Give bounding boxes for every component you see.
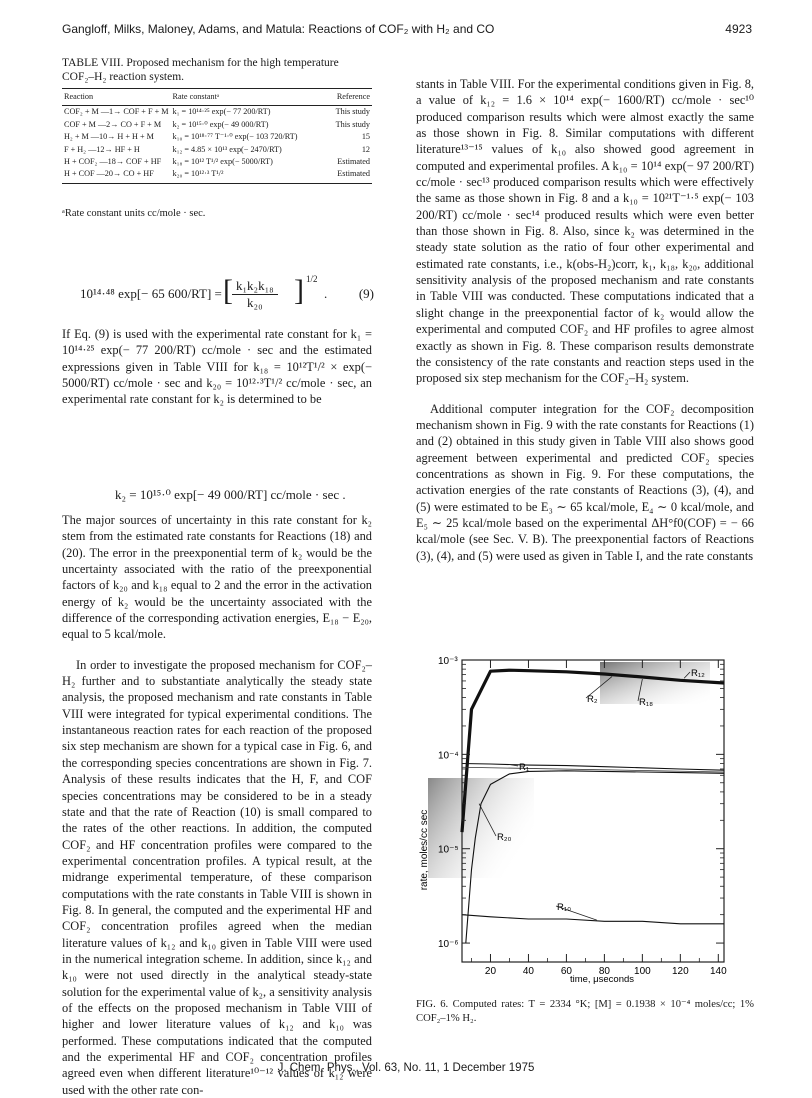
table-cell: k₂₀ = 10¹²·³ T¹/² — [171, 168, 326, 183]
table-cell: k₁₂ = 4.85 × 10¹³ exp(− 2470/RT) — [172, 144, 282, 154]
y-tick-label: 10⁻³ — [438, 656, 458, 667]
x-tick-label: 120 — [671, 966, 689, 977]
equation-9-power: 1/2 — [306, 274, 318, 284]
curve-label: R₁ — [519, 762, 530, 773]
equation-9-fraction — [232, 278, 278, 311]
paragraph: stants in Table VIII. For the experimental conditions given in Fig. 8, a value of k₁₂ = 1.6 × 10¹⁴ exp(− 1600/RT) cc/mole · sec¹⁰ produced comparison results which were almost exactly the same as those shown in Fig. 8. Similar computations with different literature¹³⁻¹⁵ values of k₁₀ also showed good agreement in computed and experimental profiles. A k₁₀ = 10¹⁴ exp(− 97 200/RT) cc/mole · sec¹³ produced comparison results which were effectively the same as those shown in Fig. 8 and a k₁₀ = 10²¹T⁻¹·⁵ exp(− 103 200/RT) cc/mole · sec¹⁴ produced results which were even better than those shown in Fig. 8. Also, since k₂ was determined in the steady state solution as the ratio of four other experimental and estimated rate constants, i.e., k(obs-H₂)corr, k₁, k₁₈, k₂₀, additional sensitivity analysis of the proposed mechanism and rate constants in Table VIII was conducted. These computations indicated that a slight change in the preexponential factor of k₂ would allow the experimental and computed COF₂ and HF profiles to agree almost exactly as shown in Fig. 8. These comparison results demonstrate the consistency of the rate constants and reaction steps used in the proposed six step mechanism for the COF₂–H₂ system. — [416, 77, 754, 386]
equation-9-period: . — [324, 286, 328, 301]
curve-label: R₁₈ — [639, 697, 654, 708]
left-column-block-2 — [62, 512, 372, 1098]
table-cell: COF + M —2→ CO + F + M — [64, 119, 162, 129]
equation-9 — [80, 274, 374, 312]
left-column-block-1 — [62, 326, 372, 408]
table-row — [62, 144, 372, 156]
curve-label: R₁₂ — [691, 668, 705, 679]
right-bracket: ] — [294, 274, 304, 307]
equation-9-lhs: 10¹⁴·⁴⁸ exp[− 65 600/RT] = — [80, 286, 222, 301]
scan-shade — [428, 778, 534, 878]
right-column-block — [416, 76, 754, 564]
figure-6-chart — [414, 650, 744, 990]
table-header-row — [62, 89, 372, 106]
curve-label: R₂₀ — [497, 832, 512, 843]
y-axis-label: rate, moles/cc sec — [419, 809, 430, 891]
table-cell: H + COF —20→ CO + HF — [62, 168, 171, 183]
table-cell: k₁ = 10¹⁴·²⁵ exp(− 77 200/RT) — [172, 107, 271, 117]
equation-9-numerator: k₁k₂k₁₈ — [232, 278, 278, 295]
table-row — [62, 106, 372, 119]
paragraph: The major sources of uncertainty in this rate constant for k₂ stem from the estimated rate constants for Reactions (18) and (20). The error in the preexponential term of k₂ would be the uncertainty associated with the ratio of the preexponential factors of k₂₀ and k₁₈ equal to 2 and the error in the activation energy of k₂ would be the uncertainty associated with the difference of the corresponding activation energies, E₁₈ − E₂₀, equal to 5 kcal/mole. — [62, 513, 372, 642]
paragraph: Additional computer integration for the COF₂ decomposition mechanism shown in Fig. 9 with the rate constants for Reactions (1) and (2) obtained in this study given in Table VIII also shows good agreement between experimental and predicted COF₂ species concentrations as shown in Fig. 9. For these computations, the activation energies of the rate constants of Reactions (3), (4), and (5) were estimated to be E₃ ∼ 65 kcal/mole, E₄ ∼ 0 kcal/mole, and E₅ ∼ 25 kcal/mole based on the experimental ΔH°f0(COF) = − 66 kcal/mole (see Sec. V. B). The preexponential factors of Reactions (3), (4), and (5) were used as given in Table I, and the rate constants — [416, 401, 754, 563]
y-tick-label: 10⁻⁴ — [438, 750, 459, 762]
table-cell: 12 — [361, 144, 370, 154]
table-row — [62, 156, 372, 168]
series-line-5 — [462, 915, 724, 924]
mechanism-table — [62, 88, 372, 184]
page-number: 4923 — [725, 22, 752, 36]
table-cell: k₂ = 10¹⁵·⁰ exp(− 49 000/RT) — [172, 119, 269, 129]
table-footnote: ᵃRate constant units cc/mole · sec. — [62, 208, 206, 219]
table-cell: This study — [335, 107, 370, 117]
table-cell: F + H₂ —12→ HF + H — [64, 144, 140, 154]
x-tick-label: 60 — [560, 966, 572, 977]
series-line-3 — [462, 764, 724, 771]
x-tick-label: 40 — [522, 966, 535, 977]
table-cell: Estimated — [337, 157, 370, 167]
running-title: Gangloff, Milks, Maloney, Adams, and Matula: Reactions of COF₂ with H₂ and CO — [62, 22, 495, 36]
y-tick-label: 10⁻⁵ — [438, 844, 459, 856]
table-row — [62, 168, 372, 183]
table-row — [62, 119, 372, 131]
equation-9-denominator: k₂₀ — [247, 295, 263, 310]
x-tick-label: 80 — [598, 966, 610, 977]
journal-footer: J. Chem. Phys., Vol. 63, No. 11, 1 December 1975 — [277, 1062, 535, 1074]
paragraph: In order to investigate the proposed mechanism for COF₂–H₂ further and to substantiate analytically the steady state analysis, the proposed mechanism and rate constants in Table VIII were integrated for typical experimental conditions. The instantaneous reaction rates for each reaction of the proposed six step mechanism are shown for a typical case in Fig. 6, and the corresponding species concentrations are shown in Fig. 7. Analysis of these results indicates that the H, F, and COF species concentrations may be considered to be in a steady state and that the rate of Reaction (10) is small compared to the rates of the other reactions. In addition, the computed COF₂ and HF concentration profiles were compared to the experimental concentration profiles. A typical result, at the midrange experimental temperature, of these comparison computations with the rate constants in Table VIII is shown in Fig. 8. In general, the computed and the experimental HF and COF₂ concentration profiles agreed when the median literature values of k₁₂ and k₁₀ given in Table VIII were used in the numerical integration scheme. In addition, since k₁₂ and k₁₀ were not used directly in the analytical steady-state solution for the experimental value of k₂, a sensitivity analysis of the effects on the proposed mechanism in Table VIII of higher and lower literature values of k₁₂ and k₁₀ was performed. These computations indicated that the computed and the experimental HF and COF₂ concentration profiles agreed even when different literature¹⁰⁻¹² values of k₁₂ were used with the other rate con- — [62, 657, 372, 1097]
table-cell: This study — [335, 119, 370, 129]
table-cell: k₁₀ = 10¹⁸·⁷⁷ T⁻¹·⁰ exp(− 103 720/RT) — [172, 132, 298, 142]
column-header: Reaction — [62, 89, 171, 106]
column-header: Reference — [326, 89, 372, 106]
table-cell: H₂ + M —10→ H + H + M — [64, 132, 154, 142]
column-header: Rate constantᵃ — [171, 89, 326, 106]
equation-k2: k₂ = 10¹⁵·⁰ exp[− 49 000/RT] cc/mole · sec . — [115, 487, 346, 502]
x-tick-label: 20 — [484, 966, 497, 977]
x-axis-label: time, μseconds — [569, 974, 635, 985]
table-row — [62, 131, 372, 143]
table-cell: COF₂ + M —1→ COF + F + M — [64, 107, 169, 117]
table-cell: 15 — [361, 132, 370, 142]
left-bracket: [ — [223, 274, 233, 307]
y-tick-label: 10⁻⁶ — [438, 939, 459, 951]
equation-9-number: (9) — [358, 286, 374, 301]
table-cell: H + COF₂ —18→ COF + HF — [64, 157, 162, 167]
table-cell: k₁₈ = 10¹² T¹/² exp(− 5000/RT) — [172, 157, 273, 167]
figure-caption: FIG. 6. Computed rates: T = 2334 °K; [M] = 0.1938 × 10⁻⁴ moles/cc; 1% COF₂–1% H₂. — [416, 999, 754, 1024]
table-caption: TABLE VIII. Proposed mechanism for the high temperature COF₂–H₂ reaction system. — [62, 57, 339, 83]
x-tick-label: 140 — [709, 966, 727, 977]
curve-label: R₂ — [587, 694, 598, 705]
table-cell: Estimated — [326, 168, 372, 183]
x-tick-label: 100 — [634, 966, 651, 977]
curve-label: R₁₀ — [557, 902, 572, 913]
running-header — [62, 22, 752, 36]
paragraph: If Eq. (9) is used with the experimental rate constant for k₁ = 10¹⁴·²⁵ exp(− 77 200/RT) cc/mole · sec and the estimated expressions given in Table VIII for k₁₈ = 10¹²T¹/² × exp(− 5000/RT) cc/mole · sec and k₂₀ = 10¹²·³T¹/² cc/mole · sec, an experimental rate constant for k₂ is determined to be — [62, 327, 372, 407]
